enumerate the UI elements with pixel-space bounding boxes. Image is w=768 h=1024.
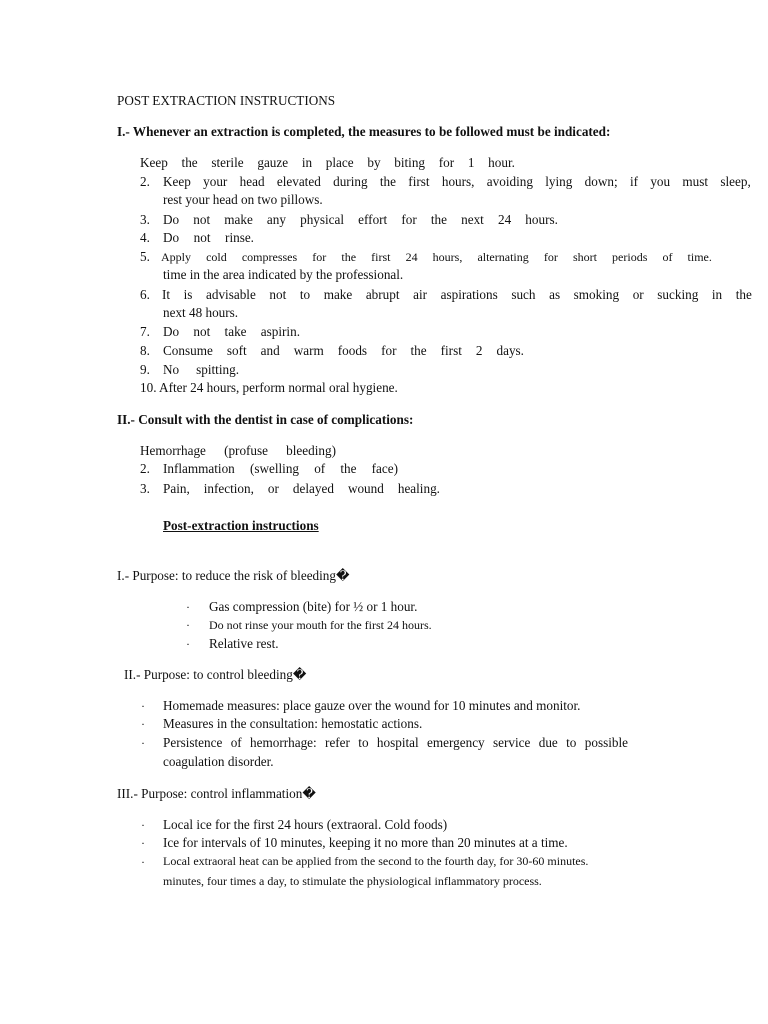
word: sterile [211,155,244,170]
word: 24 [405,250,418,264]
word: avoiding [486,174,533,189]
word: rinse. [225,230,254,245]
word: hours, [432,250,463,264]
word: not [193,230,211,245]
list-item [161,250,712,265]
word: place [325,155,354,170]
word: air [413,287,428,302]
list-number: 4. [140,230,150,245]
list-item: Homemade measures: place gauze over the wound for 10 minutes and monitor. [163,698,581,713]
word: the [341,250,357,264]
word: for [381,343,397,358]
word: and [260,343,280,358]
word: such [511,287,536,302]
word: Hemorrhage [140,443,206,458]
word: due [538,735,558,750]
list-item [163,230,254,246]
list-number: 8. [140,343,150,358]
list-item [163,362,239,378]
list-item: Gas compression (bite) for ½ or 1 hour. [209,599,418,614]
list-item: Local extraoral heat can be applied from the second to the fourth day, for 30-60 minutes. [163,854,589,868]
word: refer [325,735,350,750]
list-item-continuation: rest your head on two pillows. [163,192,323,207]
word: physical [300,212,345,227]
word: of [662,250,673,264]
word: aspirations [440,287,498,302]
bullet: · [141,836,145,850]
purpose-2-heading: II.- Purpose: to control bleeding� [124,667,307,682]
word: your [203,174,228,189]
section-1-heading: I.- Whenever an extraction is completed, the measures to be followed must be indicated: [117,124,611,139]
word: Do [163,230,180,245]
word: (profuse [224,443,269,458]
list-item-continuation: time in the area indicated by the professional. [163,267,404,282]
list-number: 3. [140,212,150,227]
list-number: 5. [140,249,150,264]
list-number: 2. [140,174,150,189]
word: not [193,324,211,339]
word: of [314,461,326,476]
word: in [301,155,313,170]
word: Keep [140,155,168,170]
list-item: Relative rest. [209,636,279,651]
list-item [163,324,300,340]
bullet: · [141,736,145,750]
word: days. [496,343,524,358]
section-2-heading: II.- Consult with the dentist in case of complications: [117,412,414,427]
word: aspirin. [260,324,300,339]
word: time. [687,250,712,264]
word: bleeding) [286,443,336,458]
purpose-1-heading: I.- Purpose: to reduce the risk of bleeding� [117,568,350,583]
word: hemorrhage: [250,735,317,750]
list-item [162,287,752,303]
list-item [163,461,398,477]
word: to [299,287,311,302]
list-item [163,343,524,359]
word: wound [347,481,384,496]
word: foods [337,343,368,358]
word: hours. [525,212,558,227]
word: down; [584,174,618,189]
list-item-continuation: minutes, four times a day, to stimulate the physiological inflammatory process. [163,874,542,888]
word: head [239,174,265,189]
word: to [566,735,577,750]
word: Persistence [163,735,223,750]
list-item: Ice for intervals of 10 minutes, keeping it no more than 20 minutes at a time. [163,835,568,850]
list-item [140,443,336,459]
purpose-3-heading: III.- Purpose: control inflammation� [117,786,316,801]
word: abrupt [365,287,400,302]
word: effort [358,212,388,227]
word: to [358,735,369,750]
word: or [267,481,279,496]
word: the [340,461,357,476]
word: by [367,155,381,170]
list-item-continuation: coagulation disorder. [163,754,274,769]
word: not [269,287,287,302]
word: service [493,735,531,750]
word: 1 [467,155,475,170]
word: No [163,362,180,377]
list-item [163,212,558,228]
list-item: Local ice for the first 24 hours (extraoral. Cold foods) [163,817,448,832]
word: make [224,212,253,227]
word: It [162,287,171,302]
word: possible [584,735,628,750]
word: for [543,250,558,264]
word: spitting. [196,362,239,377]
word: Inflammation [163,461,235,476]
word: first [440,343,462,358]
word: compresses [241,250,298,264]
word: gauze [257,155,289,170]
list-item: 10. After 24 hours, perform normal oral hygiene. [140,380,398,395]
word: 2 [475,343,483,358]
word: not [193,212,211,227]
word: the [735,287,752,302]
word: the [181,155,198,170]
word: hour. [488,155,515,170]
word: periods [612,250,648,264]
word: Apply [161,250,191,264]
word: as [549,287,561,302]
word: first [408,174,430,189]
list-item [163,174,751,190]
word: is [183,287,193,302]
word: or [632,287,644,302]
list-item: Measures in the consultation: hemostatic actions. [163,716,423,731]
word: the [430,212,447,227]
bullet: · [186,637,190,651]
bullet: · [141,699,145,713]
list-number: 7. [140,324,150,339]
word: (swelling [249,461,300,476]
word: advisable [206,287,256,302]
word: hospital [376,735,419,750]
word: healing. [397,481,440,496]
list-number: 9. [140,362,150,377]
word: lying [545,174,573,189]
word: of [230,735,242,750]
list-item-continuation: next 48 hours. [163,305,239,320]
bullet: · [186,600,190,614]
word: biting [394,155,426,170]
word: Consume [163,343,213,358]
word: soft [226,343,247,358]
list-item [163,735,628,751]
word: any [266,212,286,227]
list-item [163,481,440,497]
word: short [572,250,597,264]
word: warm [293,343,324,358]
word: Do [163,324,180,339]
word: make [323,287,353,302]
word: cold [206,250,227,264]
word: the [379,174,396,189]
word: first [371,250,391,264]
word: if [629,174,639,189]
bullet: · [141,855,145,869]
word: sleep, [720,174,751,189]
word: sucking [657,287,699,302]
word: delayed [292,481,334,496]
word: for [312,250,327,264]
list-number: 3. [140,481,150,496]
bullet: · [186,618,190,632]
word: 24 [497,212,512,227]
word: smoking [573,287,620,302]
word: Keep [163,174,191,189]
word: Pain, [163,481,190,496]
document-title: POST EXTRACTION INSTRUCTIONS [117,93,336,108]
word: alternating [477,250,529,264]
bullet: · [141,818,145,832]
word: during [333,174,368,189]
list-number: 6. [140,287,150,302]
subtitle: Post-extraction instructions [163,518,319,533]
word: for [438,155,455,170]
word: Do [163,212,180,227]
word: for [401,212,417,227]
word: must [682,174,709,189]
word: face) [371,461,398,476]
list-item [140,155,515,171]
word: emergency [427,735,485,750]
word: you [650,174,671,189]
word: hours, [441,174,475,189]
word: next [461,212,484,227]
word: infection, [203,481,254,496]
word: take [224,324,247,339]
list-number: 2. [140,461,150,476]
word: the [410,343,427,358]
word: elevated [276,174,321,189]
list-item: Do not rinse your mouth for the first 24 hours. [209,618,432,632]
bullet: · [141,717,145,731]
word: in [711,287,723,302]
